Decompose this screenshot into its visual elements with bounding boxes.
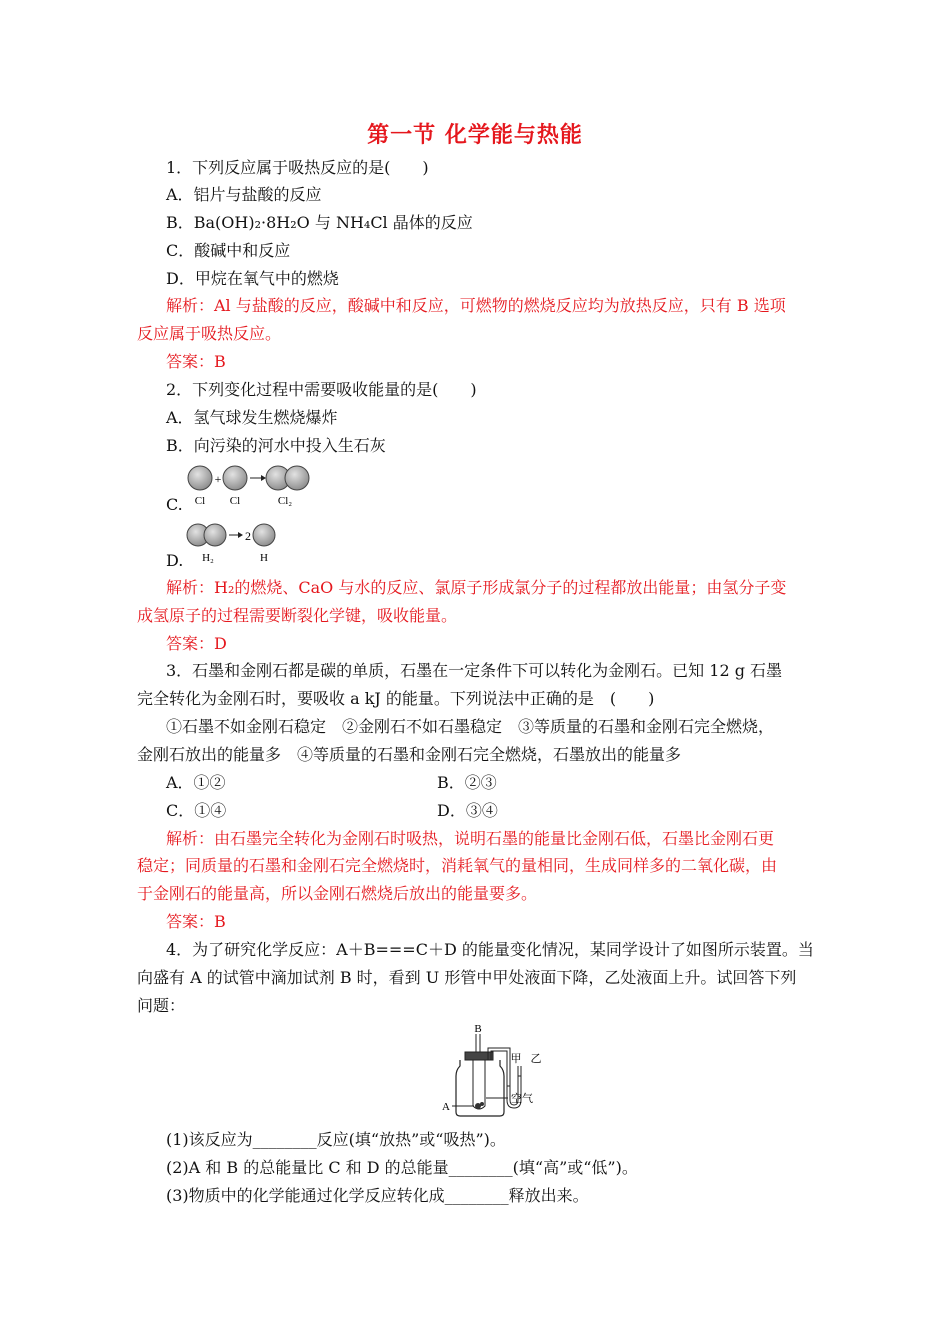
reagent-b-label: B <box>474 1023 482 1035</box>
q3-option-b: B．②③ <box>437 773 497 792</box>
q4-subquestion-1: (1)该反应为________反应(填“放热”或“吸热”)。 <box>166 1130 506 1149</box>
cl-atom-label-1: Cl <box>194 495 206 507</box>
q3-option-a: A．①② <box>166 773 226 792</box>
page-title: 第一节 化学能与热能 <box>367 123 583 148</box>
q1-option-a: A．铝片与盐酸的反应 <box>166 185 322 204</box>
cl2-molecule-label: Cl₂ <box>277 495 293 507</box>
q3-analysis-line-3: 于金刚石的能量高，所以金刚石燃烧后放出的能量要多。 <box>137 884 538 903</box>
q2-answer: 答案：D <box>166 634 227 653</box>
q1-analysis-line-2: 反应属于吸热反应。 <box>137 324 282 343</box>
cl-atom-label-2: Cl <box>229 495 241 507</box>
coefficient-two: 2 <box>245 529 251 543</box>
q1-stem: 1．下列反应属于吸热反应的是( ) <box>166 158 429 177</box>
q3-analysis-line-2: 稳定；同质量的石墨和金刚石完全燃烧时，消耗氧气的量相同，生成同样多的二氧化碳，由 <box>137 856 778 875</box>
q3-statements-line-2: 金刚石放出的能量多 ④等质量的石墨和金刚石完全燃烧，石墨放出的能量多 <box>137 745 682 764</box>
q1-answer: 答案：B <box>166 352 226 371</box>
h2-molecule-label: H₂ <box>202 552 214 564</box>
plus-sign: + <box>214 472 222 486</box>
q1-option-d: D．甲烷在氧气中的燃烧 <box>166 269 339 288</box>
q3-answer: 答案：B <box>166 912 226 931</box>
q3-stem-line-1: 3．石墨和金刚石都是碳的单质，石墨在一定条件下可以转化为金刚石。已知 12 g 石墨 <box>166 661 783 680</box>
h-atom-label: H <box>260 552 268 564</box>
u-tube-apparatus-figure <box>438 1020 558 1120</box>
yi-label: 乙 <box>530 1053 542 1065</box>
air-label: 空气 <box>511 1093 533 1105</box>
q4-stem-line-1: 4．为了研究化学反应：A＋B===C＋D 的能量变化情况，某同学设计了如图所示装置。当 <box>166 940 814 959</box>
q1-analysis-line-1: 解析：Al 与盐酸的反应，酸碱中和反应，可燃物的燃烧反应均为放热反应，只有 B 选项 <box>166 296 786 315</box>
q2-analysis-line-1: 解析：H₂的燃烧、CaO 与水的反应、氯原子形成氯分子的过程都放出能量；由氢分子变 <box>166 578 787 597</box>
q3-stem-line-2: 完全转化为金刚石时，要吸收 a kJ 的能量。下列说法中正确的是 ( ) <box>137 689 655 708</box>
q4-subquestion-3: (3)物质中的化学能通过化学反应转化成________释放出来。 <box>166 1186 589 1205</box>
q3-option-c: C．①④ <box>166 801 227 820</box>
reagent-a-label: A <box>442 1101 450 1113</box>
jia-label: 甲 <box>510 1053 522 1065</box>
q3-analysis-line-1: 解析：由石墨完全转化为金刚石时吸热，说明石墨的能量比金刚石低，石墨比金刚石更 <box>166 829 775 848</box>
q4-stem-line-2: 向盛有 A 的试管中滴加试剂 B 时，看到 U 形管中甲处液面下降，乙处液面上升。试回答下列 <box>137 968 797 987</box>
q2-option-d-label: D. <box>166 551 184 570</box>
q2-option-a: A．氢气球发生燃烧爆炸 <box>166 408 338 427</box>
chlorine-atoms-figure <box>180 460 320 510</box>
q4-subquestion-2: (2)A 和 B 的总能量比 C 和 D 的总能量________(填“高”或“低”)。 <box>166 1158 638 1177</box>
q2-stem: 2．下列变化过程中需要吸收能量的是( ) <box>166 380 477 399</box>
q1-option-b: B．Ba(OH)₂·8H₂O 与 NH₄Cl 晶体的反应 <box>166 213 473 232</box>
q3-option-d: D．③④ <box>437 801 498 820</box>
hydrogen-molecule-figure <box>180 517 290 567</box>
q2-analysis-line-2: 成氢原子的过程需要断裂化学键，吸收能量。 <box>137 606 458 625</box>
q3-statements-line-1: ①石墨不如金刚石稳定 ②金刚石不如石墨稳定 ③等质量的石墨和金刚石完全燃烧， <box>166 717 775 736</box>
q4-stem-line-3: 问题： <box>137 996 186 1015</box>
q1-option-c: C．酸碱中和反应 <box>166 241 291 260</box>
q2-option-c-label: C. <box>166 495 183 514</box>
q2-option-b: B．向污染的河水中投入生石灰 <box>166 436 386 455</box>
